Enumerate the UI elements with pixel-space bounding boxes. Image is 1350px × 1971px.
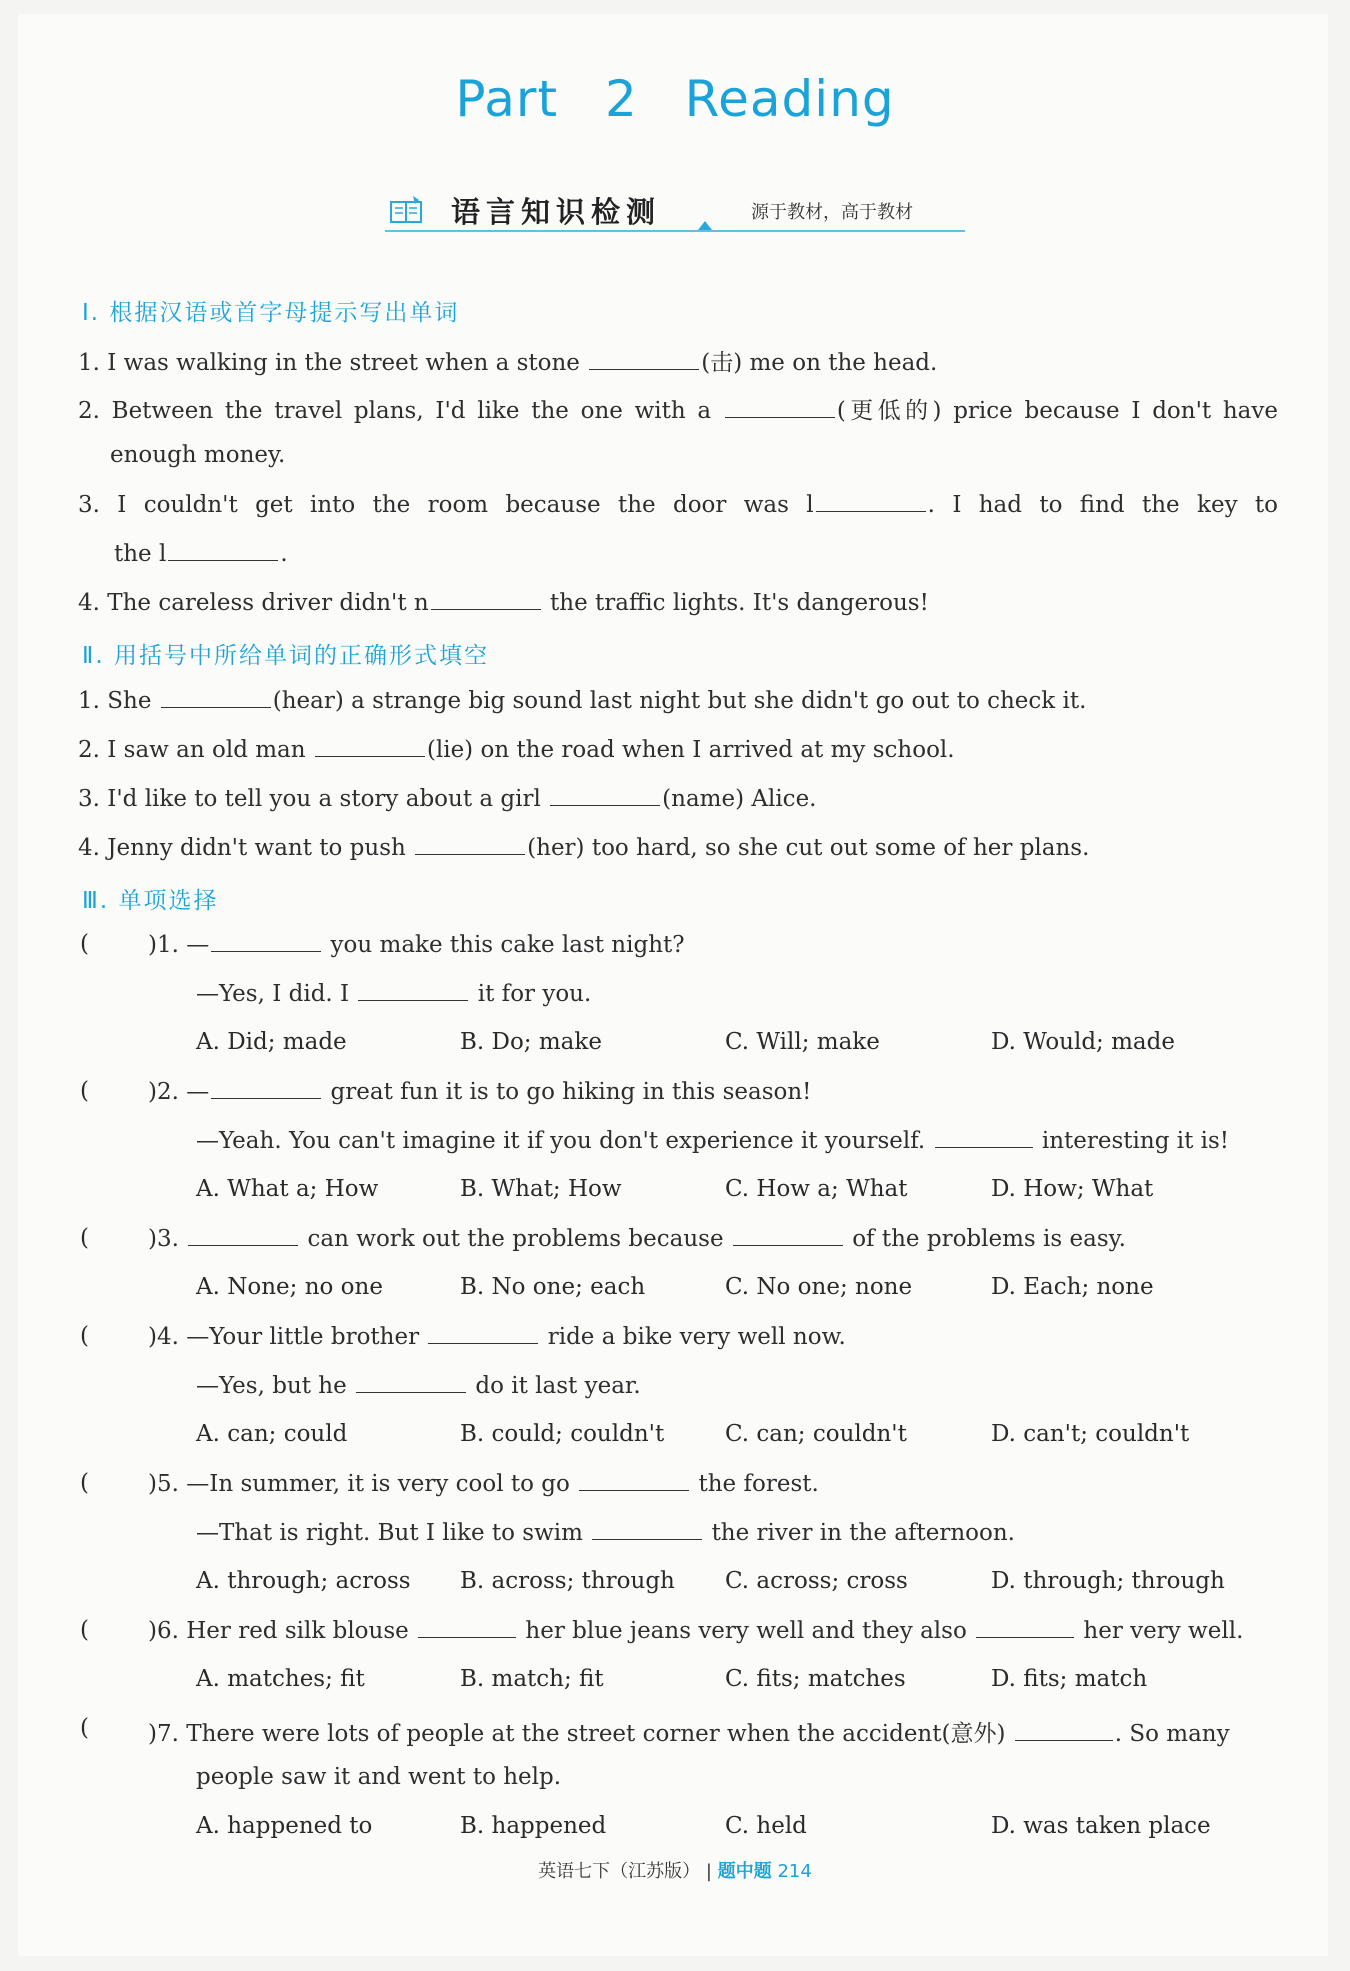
q4-text: ride a bike very well now. — [547, 1324, 846, 1350]
q4-number: )4. —Your little brother — [148, 1324, 420, 1350]
answer-blank[interactable] — [550, 785, 660, 806]
s2-q1-text-end: (hear) a strange big sound last night but she didn't go out to check it. — [272, 688, 1087, 714]
footer-book-title: 英语七下（江苏版） — [538, 1861, 701, 1882]
section-1-heading: Ⅰ. 根据汉语或首字母提示写出单词 — [82, 300, 460, 326]
s2-q4-text: 4. Jenny didn't want to push — [78, 835, 406, 861]
s2-q2 — [78, 736, 955, 763]
q7-option-a[interactable]: A. happened to — [196, 1813, 373, 1839]
s2-q4 — [78, 834, 1089, 861]
answer-paren[interactable]: ( — [80, 1470, 89, 1496]
answer-paren[interactable]: ( — [80, 1617, 89, 1643]
answer-paren[interactable]: ( — [80, 1323, 89, 1349]
s2-q3-text: 3. I'd like to tell you a story about a girl — [78, 786, 541, 812]
q7-option-c[interactable]: C. held — [725, 1813, 807, 1839]
section-2-heading: Ⅱ. 用括号中所给单词的正确形式填空 — [82, 643, 489, 669]
footer-separator: | — [705, 1861, 712, 1882]
s1-q4-text: 4. The careless driver didn't n — [78, 590, 429, 616]
q5-reply: —That is right. But I like to swim — [196, 1520, 583, 1546]
answer-blank[interactable] — [358, 980, 468, 1001]
q4-reply: —Yes, but he — [196, 1373, 347, 1399]
answer-blank[interactable] — [211, 931, 321, 952]
q3-option-b[interactable]: B. No one; each — [460, 1274, 646, 1300]
q3-text: can work out the problems because — [307, 1226, 724, 1252]
s3-q4 — [148, 1323, 846, 1350]
s2-q4-text-end: (her) too hard, so she cut out some of her plans. — [527, 835, 1090, 861]
q1-text: you make this cake last night? — [330, 932, 685, 958]
banner-title: 语言知识检测 — [451, 195, 662, 229]
q1-reply: —Yes, I did. I — [196, 981, 350, 1007]
answer-blank[interactable] — [211, 1078, 321, 1099]
q1-option-c[interactable]: C. Will; make — [725, 1029, 880, 1055]
q2-number: )2. — — [148, 1079, 210, 1105]
q2-option-a[interactable]: A. What a; How — [196, 1176, 379, 1202]
s3-q3 — [148, 1225, 1126, 1252]
q5-reply-end: the river in the afternoon. — [711, 1520, 1015, 1546]
q1-option-d[interactable]: D. Would; made — [991, 1029, 1175, 1055]
answer-blank[interactable] — [431, 589, 541, 610]
answer-blank[interactable] — [976, 1617, 1074, 1638]
q7-option-b[interactable]: B. happened — [460, 1813, 607, 1839]
footer-brand: 题中题 — [717, 1861, 772, 1882]
q7-option-d[interactable]: D. was taken place — [991, 1813, 1211, 1839]
page-title: Part 2 Reading — [455, 70, 895, 128]
q6-option-a[interactable]: A. matches; fit — [196, 1666, 365, 1692]
answer-blank[interactable] — [733, 1225, 843, 1246]
s2-q3 — [78, 785, 817, 812]
answer-blank[interactable] — [188, 1225, 298, 1246]
q4-reply-end: do it last year. — [475, 1373, 641, 1399]
q3-option-c[interactable]: C. No one; none — [725, 1274, 913, 1300]
banner-subtitle: 源于教材，高于教材 — [751, 202, 913, 223]
answer-paren[interactable]: ( — [80, 1225, 89, 1251]
s3-q5 — [148, 1470, 819, 1497]
q1-reply-end: it for you. — [477, 981, 592, 1007]
banner-underline — [385, 230, 965, 232]
q2-option-b[interactable]: B. What; How — [460, 1176, 622, 1202]
q4-option-b[interactable]: B. could; couldn't — [460, 1421, 665, 1447]
s1-q3-text-end: . I had to find the key to — [927, 492, 1278, 518]
q5-number: )5. —In summer, it is very cool to go — [148, 1471, 570, 1497]
s1-q3-cont — [114, 540, 288, 567]
q2-text: great fun it is to go hiking in this season! — [330, 1079, 812, 1105]
s1-q3 — [78, 491, 1278, 518]
q6-text: her blue jeans very well and they also — [525, 1618, 967, 1644]
s1-q4 — [78, 589, 929, 616]
q7-number: )7. There were lots of people at the street corner when the accident(意外) — [148, 1721, 1006, 1747]
s1-q3-cont-text: the l — [114, 541, 167, 567]
q6-option-d[interactable]: D. fits; match — [991, 1666, 1148, 1692]
answer-paren[interactable]: ( — [80, 1715, 89, 1741]
q4-option-c[interactable]: C. can; couldn't — [725, 1421, 907, 1447]
q6-text-end: her very well. — [1083, 1618, 1244, 1644]
q4-option-d[interactable]: D. can't; couldn't — [991, 1421, 1190, 1447]
s1-q1-text-end: (击) me on the head. — [701, 350, 938, 376]
s3-q5-line2 — [196, 1519, 1015, 1546]
answer-blank[interactable] — [161, 687, 271, 708]
answer-blank[interactable] — [592, 1519, 702, 1540]
s2-q2-text: 2. I saw an old man — [78, 737, 306, 763]
answer-blank[interactable] — [418, 1617, 516, 1638]
s3-q7-line2: people saw it and went to help. — [196, 1764, 562, 1790]
answer-blank[interactable] — [725, 397, 835, 418]
answer-paren[interactable]: ( — [80, 1078, 89, 1104]
answer-blank[interactable] — [428, 1323, 538, 1344]
answer-blank[interactable] — [315, 736, 425, 757]
q7-text-end: . So many — [1114, 1721, 1230, 1747]
book-icon — [389, 194, 423, 224]
answer-blank[interactable] — [816, 491, 926, 512]
s1-q1 — [78, 344, 937, 377]
s3-q2-line2 — [196, 1127, 1229, 1154]
s1-q2-text-end: (更低的) price because I don't have — [836, 398, 1279, 424]
page-number: 214 — [777, 1861, 812, 1882]
q3-option-a[interactable]: A. None; no one — [196, 1274, 383, 1300]
answer-paren[interactable]: ( — [80, 931, 89, 957]
triangle-marker-icon — [698, 221, 712, 230]
q1-option-b[interactable]: B. Do; make — [460, 1029, 602, 1055]
q6-number: )6. Her red silk blouse — [148, 1618, 409, 1644]
q5-option-b[interactable]: B. across; through — [460, 1568, 675, 1594]
s3-q2 — [148, 1078, 811, 1105]
q1-option-a[interactable]: A. Did; made — [196, 1029, 347, 1055]
q6-option-c[interactable]: C. fits; matches — [725, 1666, 906, 1692]
s1-q2-text: 2. Between the travel plans, I'd like the one with a — [78, 398, 712, 424]
q5-option-c[interactable]: C. across; cross — [725, 1568, 908, 1594]
section-3-heading: Ⅲ. 单项选择 — [82, 888, 219, 914]
s3-q1-line2 — [196, 980, 591, 1007]
section-banner — [385, 190, 965, 232]
s1-q2-cont: enough money. — [110, 442, 286, 468]
q1-number: )1. — — [148, 932, 210, 958]
q2-reply-end: interesting it is! — [1041, 1128, 1230, 1154]
q3-text-end: of the problems is easy. — [852, 1226, 1126, 1252]
page-footer — [0, 1857, 1350, 1883]
s1-q2 — [78, 392, 1278, 425]
q5-option-d[interactable]: D. through; through — [991, 1568, 1225, 1594]
s2-q1 — [78, 687, 1086, 714]
s1-q1-text: 1. I was walking in the street when a stone — [78, 350, 580, 376]
q4-option-a[interactable]: A. can; could — [196, 1421, 348, 1447]
s2-q1-text: 1. She — [78, 688, 152, 714]
q3-option-d[interactable]: D. Each; none — [991, 1274, 1154, 1300]
answer-blank[interactable] — [1015, 1720, 1113, 1741]
q5-text: the forest. — [698, 1471, 819, 1497]
s1-q4-text-end: the traffic lights. It's dangerous! — [550, 590, 929, 616]
q3-number: )3. — [148, 1226, 179, 1252]
s1-q3-text: 3. I couldn't get into the room because the door was l — [78, 492, 814, 518]
answer-blank[interactable] — [935, 1127, 1033, 1148]
s3-q4-line2 — [196, 1372, 641, 1399]
answer-blank[interactable] — [589, 349, 699, 370]
q2-reply: —Yeah. You can't imagine it if you don't experience it yourself. — [196, 1128, 926, 1154]
q5-option-a[interactable]: A. through; across — [196, 1568, 411, 1594]
s1-q3-period: . — [280, 541, 288, 567]
s2-q3-text-end: (name) Alice. — [662, 786, 817, 812]
s3-q1 — [148, 931, 685, 958]
answer-blank[interactable] — [579, 1470, 689, 1491]
answer-blank[interactable] — [415, 834, 525, 855]
s3-q6 — [148, 1617, 1243, 1644]
s2-q2-text-end: (lie) on the road when I arrived at my school. — [426, 737, 955, 763]
s3-q7 — [148, 1715, 1230, 1748]
answer-blank[interactable] — [168, 540, 278, 561]
q2-option-d[interactable]: D. How; What — [991, 1176, 1154, 1202]
q2-option-c[interactable]: C. How a; What — [725, 1176, 908, 1202]
answer-blank[interactable] — [356, 1372, 466, 1393]
q6-option-b[interactable]: B. match; fit — [460, 1666, 604, 1692]
